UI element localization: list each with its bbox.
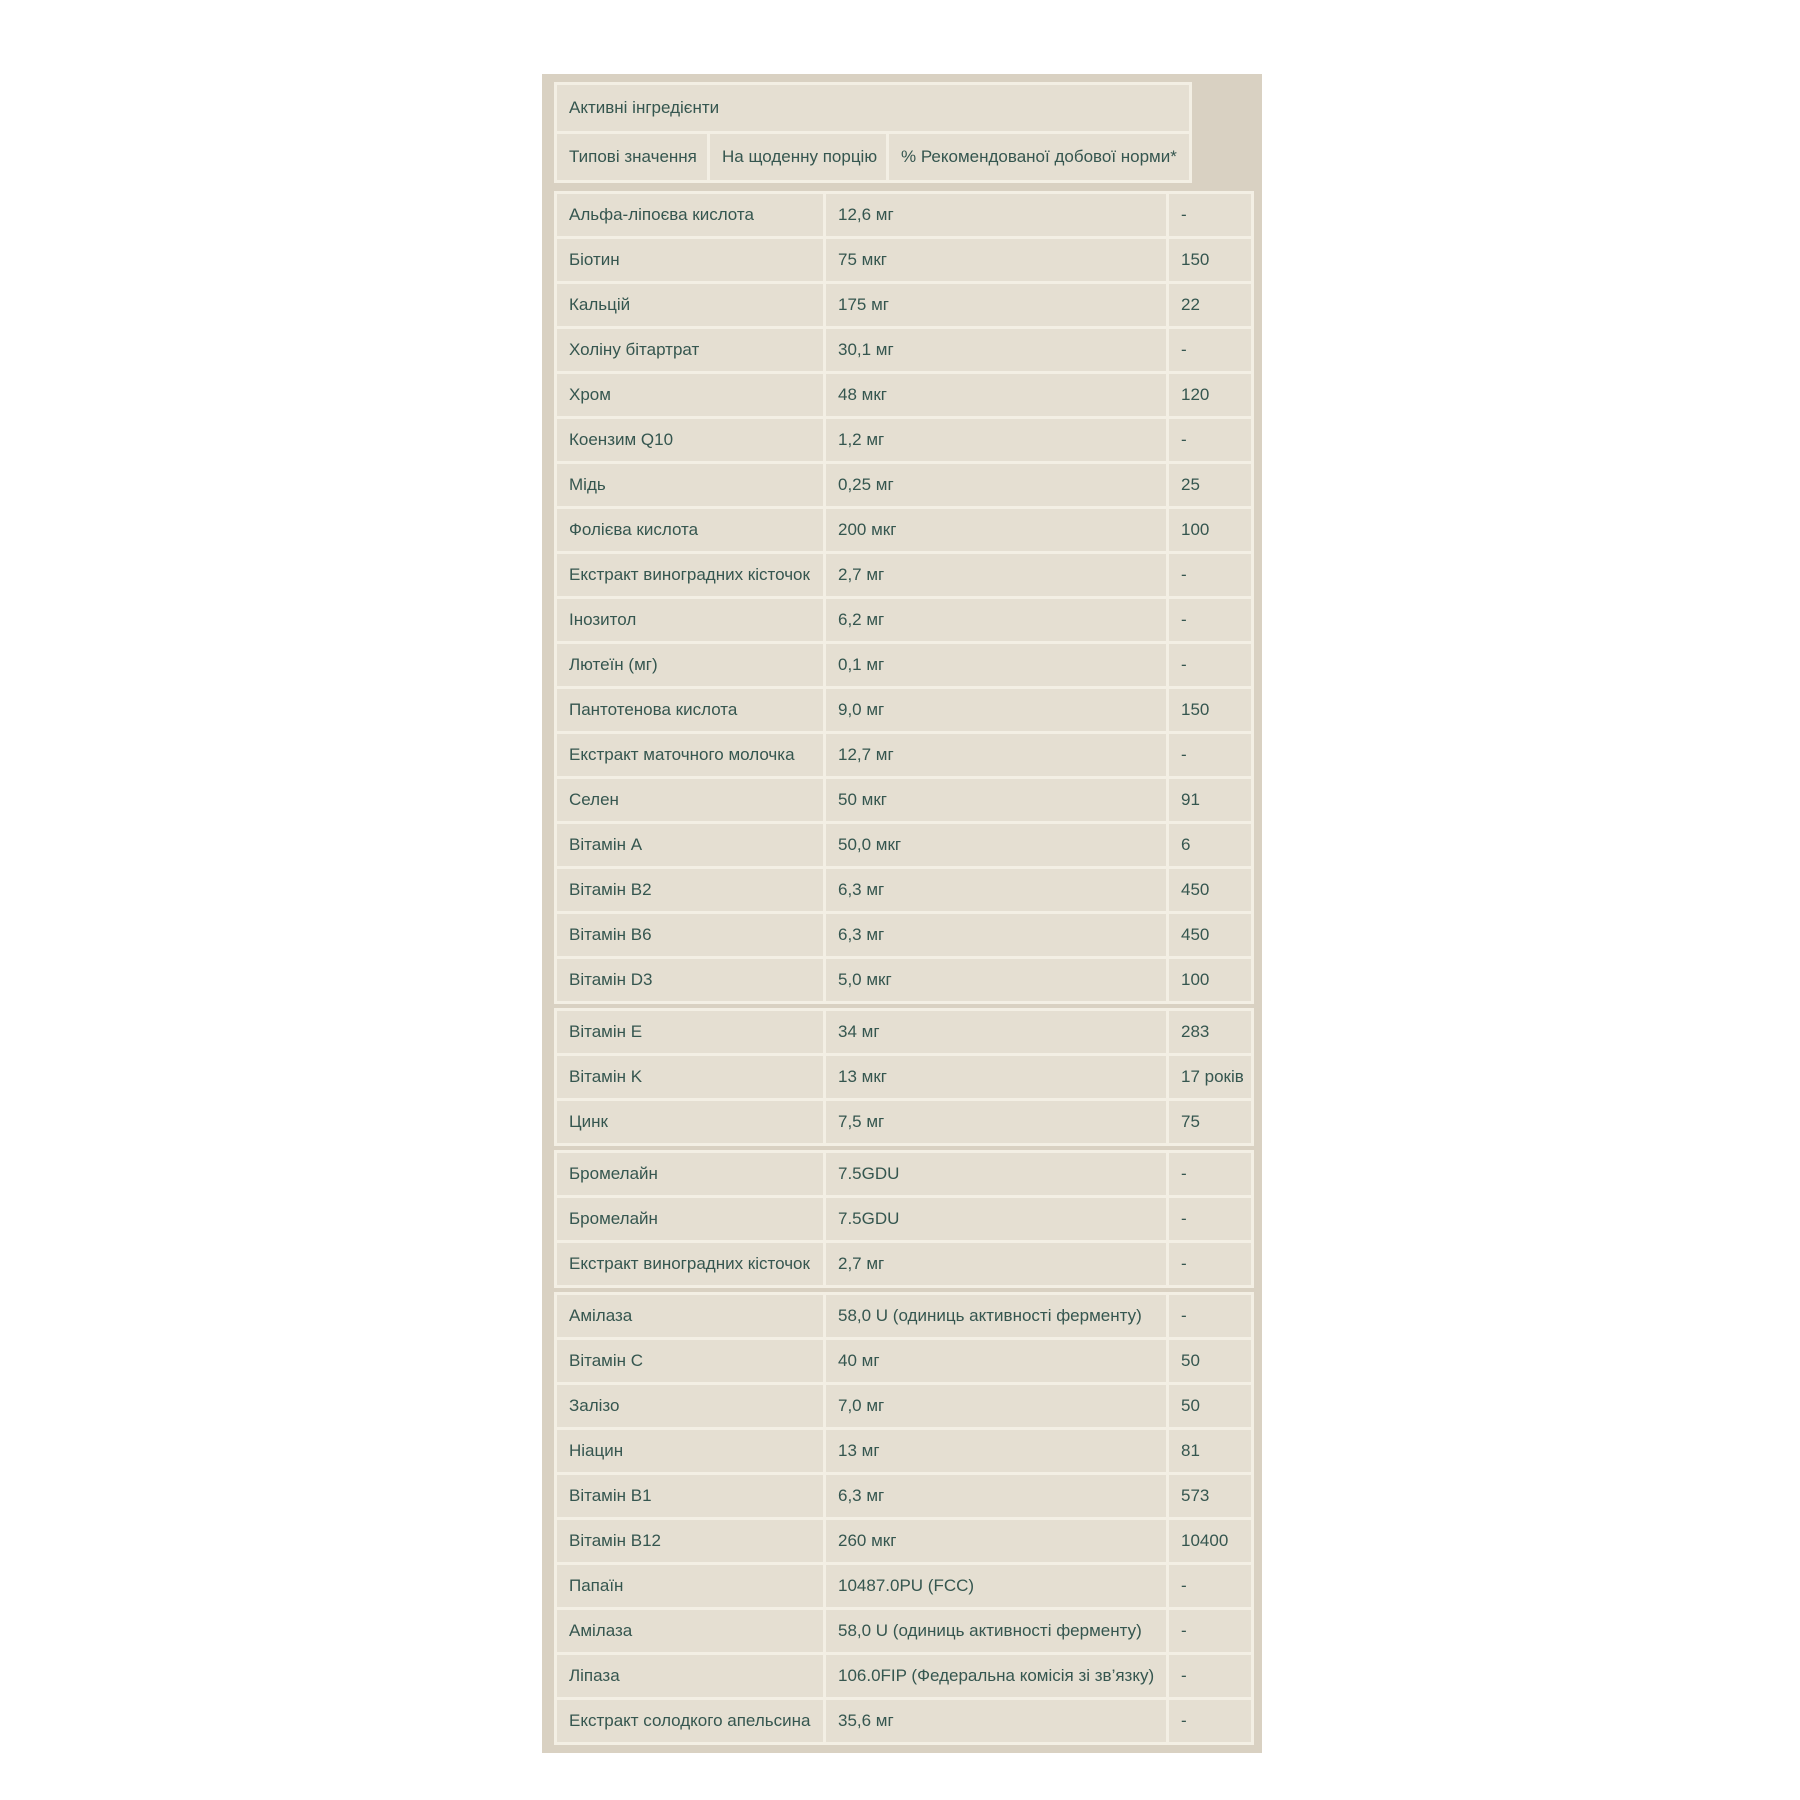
ingredient-amount: 0,1 мг bbox=[826, 644, 1166, 686]
table-row bbox=[557, 329, 1251, 371]
table-row bbox=[557, 464, 1251, 506]
ingredient-name: Вітамін E bbox=[557, 1011, 823, 1053]
table-row bbox=[557, 419, 1251, 461]
table-row bbox=[557, 554, 1251, 596]
ingredient-percent: - bbox=[1169, 1295, 1251, 1337]
ingredient-name: Екстракт солодкого апельсина bbox=[557, 1700, 823, 1742]
ingredient-name: Холіну бітартрат bbox=[557, 329, 823, 371]
ingredient-amount: 58,0 U (одиниць активності ферменту) bbox=[826, 1295, 1166, 1337]
ingredient-name: Вітамін C bbox=[557, 1340, 823, 1382]
ingredient-amount: 50 мкг bbox=[826, 779, 1166, 821]
ingredient-percent: 50 bbox=[1169, 1340, 1251, 1382]
ingredients-table-body bbox=[554, 191, 1254, 1745]
table-row bbox=[557, 824, 1251, 866]
table-row bbox=[557, 1153, 1251, 1195]
table-row bbox=[557, 239, 1251, 281]
table-row bbox=[557, 1520, 1251, 1562]
ingredient-amount: 260 мкг bbox=[826, 1520, 1166, 1562]
ingredient-name: Амілаза bbox=[557, 1295, 823, 1337]
ingredient-percent: 100 bbox=[1169, 509, 1251, 551]
table-section bbox=[554, 191, 1254, 1004]
ingredient-percent: - bbox=[1169, 599, 1251, 641]
ingredient-amount: 7.5GDU bbox=[826, 1153, 1166, 1195]
ingredient-amount: 35,6 мг bbox=[826, 1700, 1166, 1742]
table-section bbox=[554, 1008, 1254, 1146]
ingredient-percent: - bbox=[1169, 419, 1251, 461]
column-header-percent-rda: % Рекомендованої добової норми* bbox=[889, 134, 1189, 180]
ingredient-name: Вітамін A bbox=[557, 824, 823, 866]
ingredient-name: Вітамін B6 bbox=[557, 914, 823, 956]
ingredient-amount: 7.5GDU bbox=[826, 1198, 1166, 1240]
table-section bbox=[554, 1292, 1254, 1745]
ingredient-amount: 12,6 мг bbox=[826, 194, 1166, 236]
ingredient-name: Цинк bbox=[557, 1101, 823, 1143]
table-row bbox=[557, 509, 1251, 551]
ingredient-percent: 81 bbox=[1169, 1430, 1251, 1472]
table-row bbox=[557, 1700, 1251, 1742]
ingredient-percent: - bbox=[1169, 1153, 1251, 1195]
ingredient-amount: 75 мкг bbox=[826, 239, 1166, 281]
ingredient-name: Селен bbox=[557, 779, 823, 821]
ingredient-amount: 12,7 мг bbox=[826, 734, 1166, 776]
ingredient-percent: - bbox=[1169, 1610, 1251, 1652]
ingredient-name: Вітамін B1 bbox=[557, 1475, 823, 1517]
ingredient-amount: 13 мкг bbox=[826, 1056, 1166, 1098]
ingredient-name: Пантотенова кислота bbox=[557, 689, 823, 731]
table-row bbox=[557, 194, 1251, 236]
ingredient-percent: - bbox=[1169, 644, 1251, 686]
ingredient-percent: - bbox=[1169, 1655, 1251, 1697]
ingredient-amount: 6,3 мг bbox=[826, 914, 1166, 956]
table-row bbox=[557, 869, 1251, 911]
ingredient-percent: 450 bbox=[1169, 914, 1251, 956]
table-row bbox=[557, 1340, 1251, 1382]
ingredient-percent: - bbox=[1169, 1700, 1251, 1742]
ingredient-amount: 50,0 мкг bbox=[826, 824, 1166, 866]
ingredient-name: Вітамін B2 bbox=[557, 869, 823, 911]
ingredient-name: Амілаза bbox=[557, 1610, 823, 1652]
table-title: Активні інгредієнти bbox=[557, 85, 1189, 131]
ingredient-amount: 6,2 мг bbox=[826, 599, 1166, 641]
ingredient-name: Екстракт виноградних кісточок bbox=[557, 554, 823, 596]
ingredient-percent: 10400 bbox=[1169, 1520, 1251, 1562]
ingredient-name: Бромелайн bbox=[557, 1198, 823, 1240]
ingredient-percent: 283 bbox=[1169, 1011, 1251, 1053]
ingredient-amount: 9,0 мг bbox=[826, 689, 1166, 731]
ingredient-amount: 30,1 мг bbox=[826, 329, 1166, 371]
ingredient-percent: - bbox=[1169, 1243, 1251, 1285]
ingredient-name: Лютеїн (мг) bbox=[557, 644, 823, 686]
ingredient-percent: 25 bbox=[1169, 464, 1251, 506]
ingredient-name: Інозитол bbox=[557, 599, 823, 641]
ingredient-percent: 22 bbox=[1169, 284, 1251, 326]
table-row bbox=[557, 1565, 1251, 1607]
ingredient-name: Вітамін B12 bbox=[557, 1520, 823, 1562]
ingredient-amount: 6,3 мг bbox=[826, 1475, 1166, 1517]
table-row bbox=[557, 959, 1251, 1001]
ingredient-name: Ліпаза bbox=[557, 1655, 823, 1697]
ingredient-percent: 17 років bbox=[1169, 1056, 1251, 1098]
column-header-per-daily-serving: На щоденну порцію bbox=[710, 134, 886, 180]
ingredient-name: Ніацин bbox=[557, 1430, 823, 1472]
table-row bbox=[557, 644, 1251, 686]
ingredient-percent: - bbox=[1169, 734, 1251, 776]
table-row bbox=[557, 1475, 1251, 1517]
ingredient-percent: 75 bbox=[1169, 1101, 1251, 1143]
ingredient-percent: 91 bbox=[1169, 779, 1251, 821]
ingredient-name: Фолієва кислота bbox=[557, 509, 823, 551]
ingredient-amount: 5,0 мкг bbox=[826, 959, 1166, 1001]
ingredient-percent: - bbox=[1169, 554, 1251, 596]
table-row bbox=[557, 1056, 1251, 1098]
ingredient-amount: 2,7 мг bbox=[826, 1243, 1166, 1285]
ingredient-percent: 120 bbox=[1169, 374, 1251, 416]
ingredient-amount: 13 мг bbox=[826, 1430, 1166, 1472]
ingredient-name: Хром bbox=[557, 374, 823, 416]
table-row bbox=[557, 1610, 1251, 1652]
table-header bbox=[554, 82, 1192, 183]
ingredient-percent: 573 bbox=[1169, 1475, 1251, 1517]
ingredient-name: Альфа-ліпоєва кислота bbox=[557, 194, 823, 236]
ingredient-amount: 34 мг bbox=[826, 1011, 1166, 1053]
column-header-typical-values: Типові значення bbox=[557, 134, 707, 180]
ingredient-percent: 50 bbox=[1169, 1385, 1251, 1427]
table-row bbox=[557, 1243, 1251, 1285]
table-row bbox=[557, 374, 1251, 416]
table-row bbox=[557, 1198, 1251, 1240]
table-row bbox=[557, 284, 1251, 326]
ingredient-amount: 10487.0PU (FCC) bbox=[826, 1565, 1166, 1607]
ingredient-amount: 48 мкг bbox=[826, 374, 1166, 416]
table-row bbox=[557, 779, 1251, 821]
ingredient-amount: 7,5 мг bbox=[826, 1101, 1166, 1143]
ingredient-name: Коензим Q10 bbox=[557, 419, 823, 461]
ingredient-percent: 150 bbox=[1169, 689, 1251, 731]
ingredient-name: Екстракт маточного молочка bbox=[557, 734, 823, 776]
ingredient-amount: 7,0 мг bbox=[826, 1385, 1166, 1427]
ingredient-name: Папаїн bbox=[557, 1565, 823, 1607]
table-row bbox=[557, 1385, 1251, 1427]
ingredient-name: Кальцій bbox=[557, 284, 823, 326]
table-row bbox=[557, 734, 1251, 776]
ingredient-amount: 40 мг bbox=[826, 1340, 1166, 1382]
ingredient-name: Вітамін D3 bbox=[557, 959, 823, 1001]
table-row bbox=[557, 1655, 1251, 1697]
ingredient-amount: 6,3 мг bbox=[826, 869, 1166, 911]
ingredient-percent: 6 bbox=[1169, 824, 1251, 866]
ingredient-amount: 106.0FIP (Федеральна комісія зі зв’язку) bbox=[826, 1655, 1166, 1697]
ingredient-percent: 100 bbox=[1169, 959, 1251, 1001]
ingredient-percent: - bbox=[1169, 329, 1251, 371]
table-row bbox=[557, 1295, 1251, 1337]
ingredient-percent: 450 bbox=[1169, 869, 1251, 911]
table-row bbox=[557, 1101, 1251, 1143]
ingredient-amount: 1,2 мг bbox=[826, 419, 1166, 461]
ingredient-percent: - bbox=[1169, 1565, 1251, 1607]
ingredient-percent: - bbox=[1169, 1198, 1251, 1240]
table-row bbox=[557, 914, 1251, 956]
table-row bbox=[557, 599, 1251, 641]
table-row bbox=[557, 1430, 1251, 1472]
ingredient-amount: 175 мг bbox=[826, 284, 1166, 326]
ingredient-amount: 200 мкг bbox=[826, 509, 1166, 551]
ingredient-percent: - bbox=[1169, 194, 1251, 236]
table-row bbox=[557, 1011, 1251, 1053]
ingredient-name: Екстракт виноградних кісточок bbox=[557, 1243, 823, 1285]
ingredient-name: Вітамін K bbox=[557, 1056, 823, 1098]
ingredient-name: Мідь bbox=[557, 464, 823, 506]
ingredient-name: Бромелайн bbox=[557, 1153, 823, 1195]
ingredient-amount: 58,0 U (одиниць активності ферменту) bbox=[826, 1610, 1166, 1652]
ingredient-name: Біотин bbox=[557, 239, 823, 281]
table-row bbox=[557, 689, 1251, 731]
supplement-facts-panel bbox=[542, 74, 1262, 1753]
ingredient-amount: 0,25 мг bbox=[826, 464, 1166, 506]
ingredient-percent: 150 bbox=[1169, 239, 1251, 281]
ingredient-amount: 2,7 мг bbox=[826, 554, 1166, 596]
ingredient-name: Залізо bbox=[557, 1385, 823, 1427]
table-section bbox=[554, 1150, 1254, 1288]
